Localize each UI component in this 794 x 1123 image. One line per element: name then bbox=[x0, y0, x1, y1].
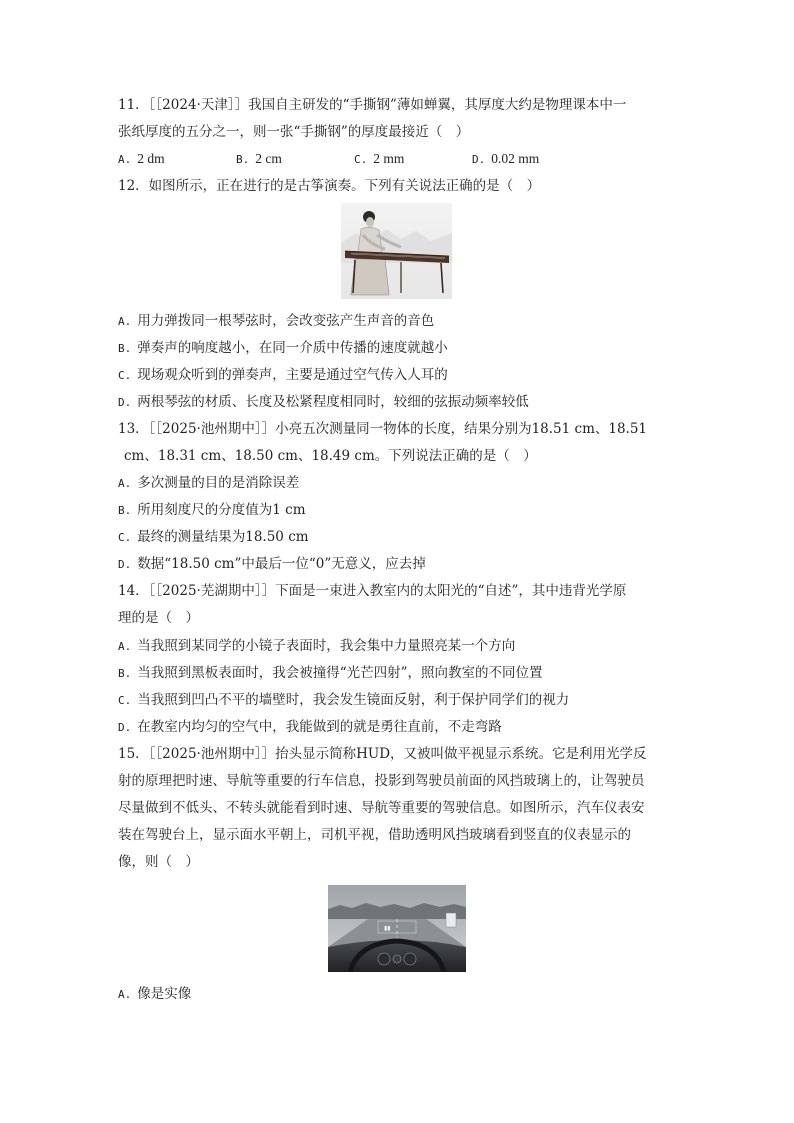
hud-speed-readout: ▮▮ bbox=[384, 925, 391, 932]
option-letter: D. bbox=[118, 721, 132, 734]
guzheng-performance-image bbox=[341, 203, 452, 299]
q15-option-a bbox=[118, 985, 191, 1004]
option-text: 2 mm bbox=[373, 151, 405, 166]
q14-option-c bbox=[118, 691, 569, 710]
guzheng-illustration bbox=[341, 203, 452, 299]
q12-option-c bbox=[118, 366, 448, 385]
option-letter: C. bbox=[354, 153, 368, 166]
option-letter: A. bbox=[118, 315, 132, 328]
q15-stem-line-5: 像，则（ ） bbox=[118, 854, 199, 870]
option-text: 0.02 mm bbox=[491, 151, 540, 166]
q13-option-a bbox=[118, 474, 299, 493]
q12-option-b bbox=[118, 339, 448, 358]
option-text: 2 cm bbox=[255, 151, 282, 166]
q13-stem-line-1: 13．［［2025·池州期中］］小亮五次测量同一物体的长度，结果分别为18.51 cm、18.51 bbox=[118, 421, 648, 437]
hud-illustration bbox=[328, 885, 466, 972]
option-text: 在教室内均匀的空气中，我能做到的就是勇往直前，不走弯路 bbox=[137, 719, 502, 735]
option-letter: D. bbox=[118, 558, 132, 571]
option-text: 2 dm bbox=[137, 151, 165, 166]
q14-stem-line-2: 理的是（ ） bbox=[118, 610, 199, 626]
option-text: 两根琴弦的材质、长度及松紧程度相同时，较细的弦振动频率较低 bbox=[137, 394, 529, 410]
option-letter: A. bbox=[118, 640, 132, 653]
option-letter: B. bbox=[118, 667, 132, 680]
option-text: 所用刻度尺的分度值为1 cm bbox=[137, 502, 306, 518]
option-letter: A. bbox=[118, 477, 132, 490]
option-text: 多次测量的目的是消除误差 bbox=[137, 475, 300, 491]
option-text: 弹奏声的响度越小，在同一介质中传播的速度就越小 bbox=[137, 340, 448, 356]
q12-option-a bbox=[118, 312, 434, 331]
option-letter: D. bbox=[472, 153, 486, 166]
option-letter: B. bbox=[118, 342, 132, 355]
option-letter: A. bbox=[118, 153, 132, 166]
q13-option-d bbox=[118, 555, 426, 574]
q12-stem-line-1: 12．如图所示，正在进行的是古筝演奏。下列有关说法正确的是（ ） bbox=[118, 178, 541, 194]
q15-stem-line-1: 15．［［2025·池州期中］］抬头显示简称HUD，又被叫做平视显示系统。它是利用光学反 bbox=[118, 746, 647, 762]
hud-dashboard-image bbox=[328, 885, 466, 972]
option-text: 当我照到某同学的小镜子表面时，我会集中力量照亮某一个方向 bbox=[137, 638, 516, 654]
q13-option-b bbox=[118, 501, 306, 520]
option-text: 像是实像 bbox=[137, 986, 192, 1002]
q11-option-c bbox=[354, 150, 404, 169]
option-letter: B. bbox=[236, 153, 250, 166]
q15-stem-line-3: 尽量做到不低头、不转头就能看到时速、导航等重要的驾驶信息。如图所示，汽车仪表安 bbox=[118, 800, 645, 816]
q11-option-d bbox=[472, 150, 539, 169]
q11-option-b bbox=[236, 150, 282, 169]
option-text: 当我照到黑板表面时，我会被撞得“光芒四射”，照向教室的不同位置 bbox=[137, 665, 543, 681]
q12-option-d bbox=[118, 393, 529, 412]
q13-option-c bbox=[118, 528, 309, 547]
option-text: 当我照到凹凸不平的墙壁时，我会发生镜面反射，利于保护同学们的视力 bbox=[137, 692, 570, 708]
q14-option-b bbox=[118, 664, 543, 683]
q11-stem-line-1: 11．［［2024·天津］］我国自主研发的“手撕钢”薄如蝉翼，其厚度大约是物理课本中一 bbox=[118, 97, 627, 113]
option-letter: C. bbox=[118, 531, 132, 544]
option-text: 数据“18.50 cm”中最后一位“0”无意义，应去掉 bbox=[137, 556, 426, 572]
q14-stem-line-1: 14．［［2025·芜湖期中］］下面是一束进入教室内的太阳光的“自述”，其中违背光学原 bbox=[118, 583, 627, 599]
option-letter: C. bbox=[118, 369, 132, 382]
option-text: 最终的测量结果为18.50 cm bbox=[137, 529, 309, 545]
option-text: 现场观众听到的弹奏声，主要是通过空气传入人耳的 bbox=[137, 367, 448, 383]
q15-stem-line-4: 装在驾驶台上，显示面水平朝上，司机平视，借助透明风挡玻璃看到竖直的仪表显示的 bbox=[118, 827, 631, 843]
q15-stem-line-2: 射的原理把时速、导航等重要的行车信息，投影到驾驶员前面的风挡玻璃上的，让驾驶员 bbox=[118, 773, 645, 789]
option-letter: A. bbox=[118, 988, 132, 1001]
q11-stem-line-2: 张纸厚度的五分之一，则一张“手撕钢”的厚度最接近（ ） bbox=[118, 124, 470, 140]
option-text: 用力弹拨同一根琴弦时，会改变弦产生声音的音色 bbox=[137, 313, 435, 329]
q13-stem-line-2: cm、18.31 cm、18.50 cm、18.49 cm。下列说法正确的是（ ） bbox=[124, 448, 537, 464]
option-letter: D. bbox=[118, 396, 132, 409]
q11-option-a bbox=[118, 150, 165, 169]
q14-option-d bbox=[118, 718, 502, 737]
q14-option-a bbox=[118, 637, 515, 656]
option-letter: B. bbox=[118, 504, 132, 517]
option-letter: C. bbox=[118, 694, 132, 707]
